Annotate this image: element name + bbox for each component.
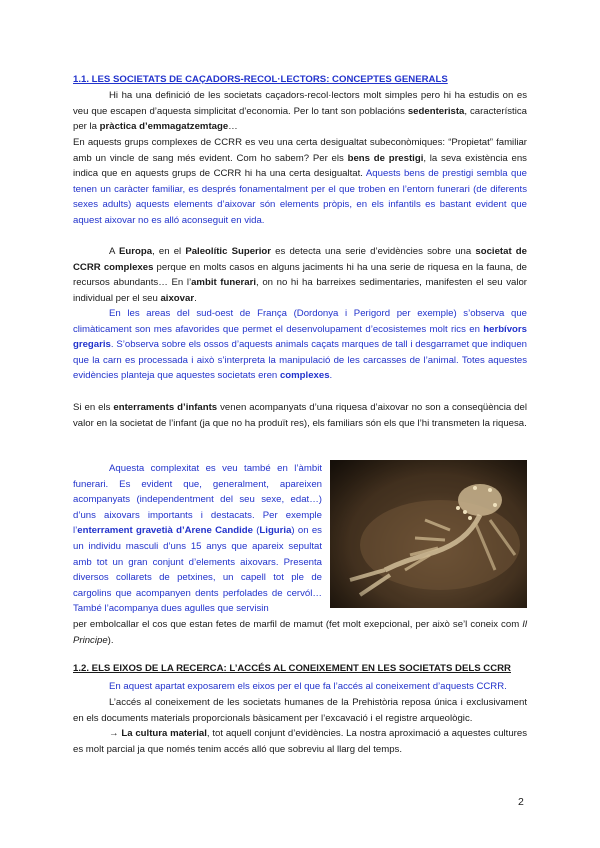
- skeleton-illustration: [330, 460, 527, 608]
- paragraph-6: Aquesta complexitat es veu també en l’àmbit funerari. Es evident que, generalment, apareixen acompanyats (independentment del seu sexe, edat…) d’uns aixovars importants i destacats. Per exemple l’enterrament gravetià d’Arene Candide (Liguria) on es un individu masculi d’uns 15 anys que apareix sepultat amb tot un gran conjunt d’elements aixovars. Presenta diversos collarets de petxines, un capell tot ple de cargolins que acompanyen dents perfolades de cervól… També l’acompanya dues agulles que servisin: [73, 463, 322, 615]
- page-number: 2: [518, 796, 524, 808]
- section-1-heading-block: [73, 72, 527, 88]
- paragraph-4: En les areas del sud-oest de França (Dordonya i Perigord per exemple) s’observa que climàticament son mes afavorides que permet el desenvolupament d’ecosistemes molt rics en herbívors gregaris. S’observa sobre els ossos d’aquests animals caçats marques de tall i desgarramet que indiquen que la carn es processada i això s’interpreta la manipulació de les carcasses de l’animal. Totes aquestes evidències planteja que aquestes societats eren complexes.: [73, 308, 527, 382]
- paragraph-1: Hi ha una definició de les societats caçadors-recol·lectors molt simples pero hi ha estudis on es veu que escapen d’aquesta simplicitat d’economia. Per lo tant son poblacións sedenterista, característica per la pràctica d’emmagatzemtage…: [73, 90, 527, 133]
- section-2-heading: 1.2. ELS EIXOS DE LA RECERCA: L’ACCÉS AL CONEIXEMENT EN LES SOCIETATS DELS CCRR: [73, 663, 511, 674]
- paragraph-5: Si en els enterraments d’infants venen acompanyats d’una riquesa d’aixovar no son a conseqüència del valor en la societat de l’infant (ja que no ha produït res), els familiars són els que l’hi transmeten la riquesa.: [73, 402, 527, 429]
- paragraph-2: En aquests grups complexes de CCRR es veu una certa desigualtat subeconòmiques: “Propietat” familiar amb un vincle de sang més evident. Com ho sabem? Per els bens de prestigi, la seva existència ens indica que en aquests grups de CCRR hi ha una certa desigualtat. Aquests bens de prestigi sembla que tenen un caràcter familiar, es després fonamentalment per el que troben en l’entorn funerari (de diferents sexes adults) aquests elements d’aixovar són elements pròpis, en els infantils es bastant evident que aquest aixovar no es alló aconseguit en vida.: [73, 137, 528, 226]
- paragraph-3: A Europa, en el Paleolític Superior es detecta una serie d’evidències sobre una societat de CCRR complexes perque en molts casos en alguns jaciments hi ha una serie de riquesa en la fauna, de recursos abundants… En l’ambit funerari, on no hi ha barreixes sedimentaries, manifesten el seu valor individual per el seu aixovar.: [73, 246, 527, 304]
- paragraph-6-continued: per embolcallar el cos que estan fetes de marfil de mamut (fet molt exepcional, per això se’l coneix com Il Principe).: [73, 619, 527, 646]
- section-2-heading-block: [73, 661, 527, 677]
- section-2-paragraph-2: L’accés al coneixement de les societats humanes de la Prehistòria reposa única i exclusivament en els documents materials proporcionals bàsicament per l’excavació i el registre arqueològic.: [73, 697, 527, 724]
- section-1-heading: 1.1. LES SOCIETATS DE CAÇADORS-RECOL·LECTORS: CONCEPTES GENERALS: [73, 74, 448, 85]
- section-2-paragraph-3: → La cultura material, tot aquell conjunt d’evidències. La nostra aproximació a aquestes cultures es molt parcial ja que només tenim accés alló que sobreviu al llarg del temps.: [73, 728, 527, 755]
- burial-photo: [330, 460, 527, 608]
- arrow-icon: →: [109, 728, 122, 739]
- section-2-paragraph-1: En aquest apartat exposarem els eixos per el que fa l’accés al coneixement d’aquests CCRR.: [109, 681, 507, 692]
